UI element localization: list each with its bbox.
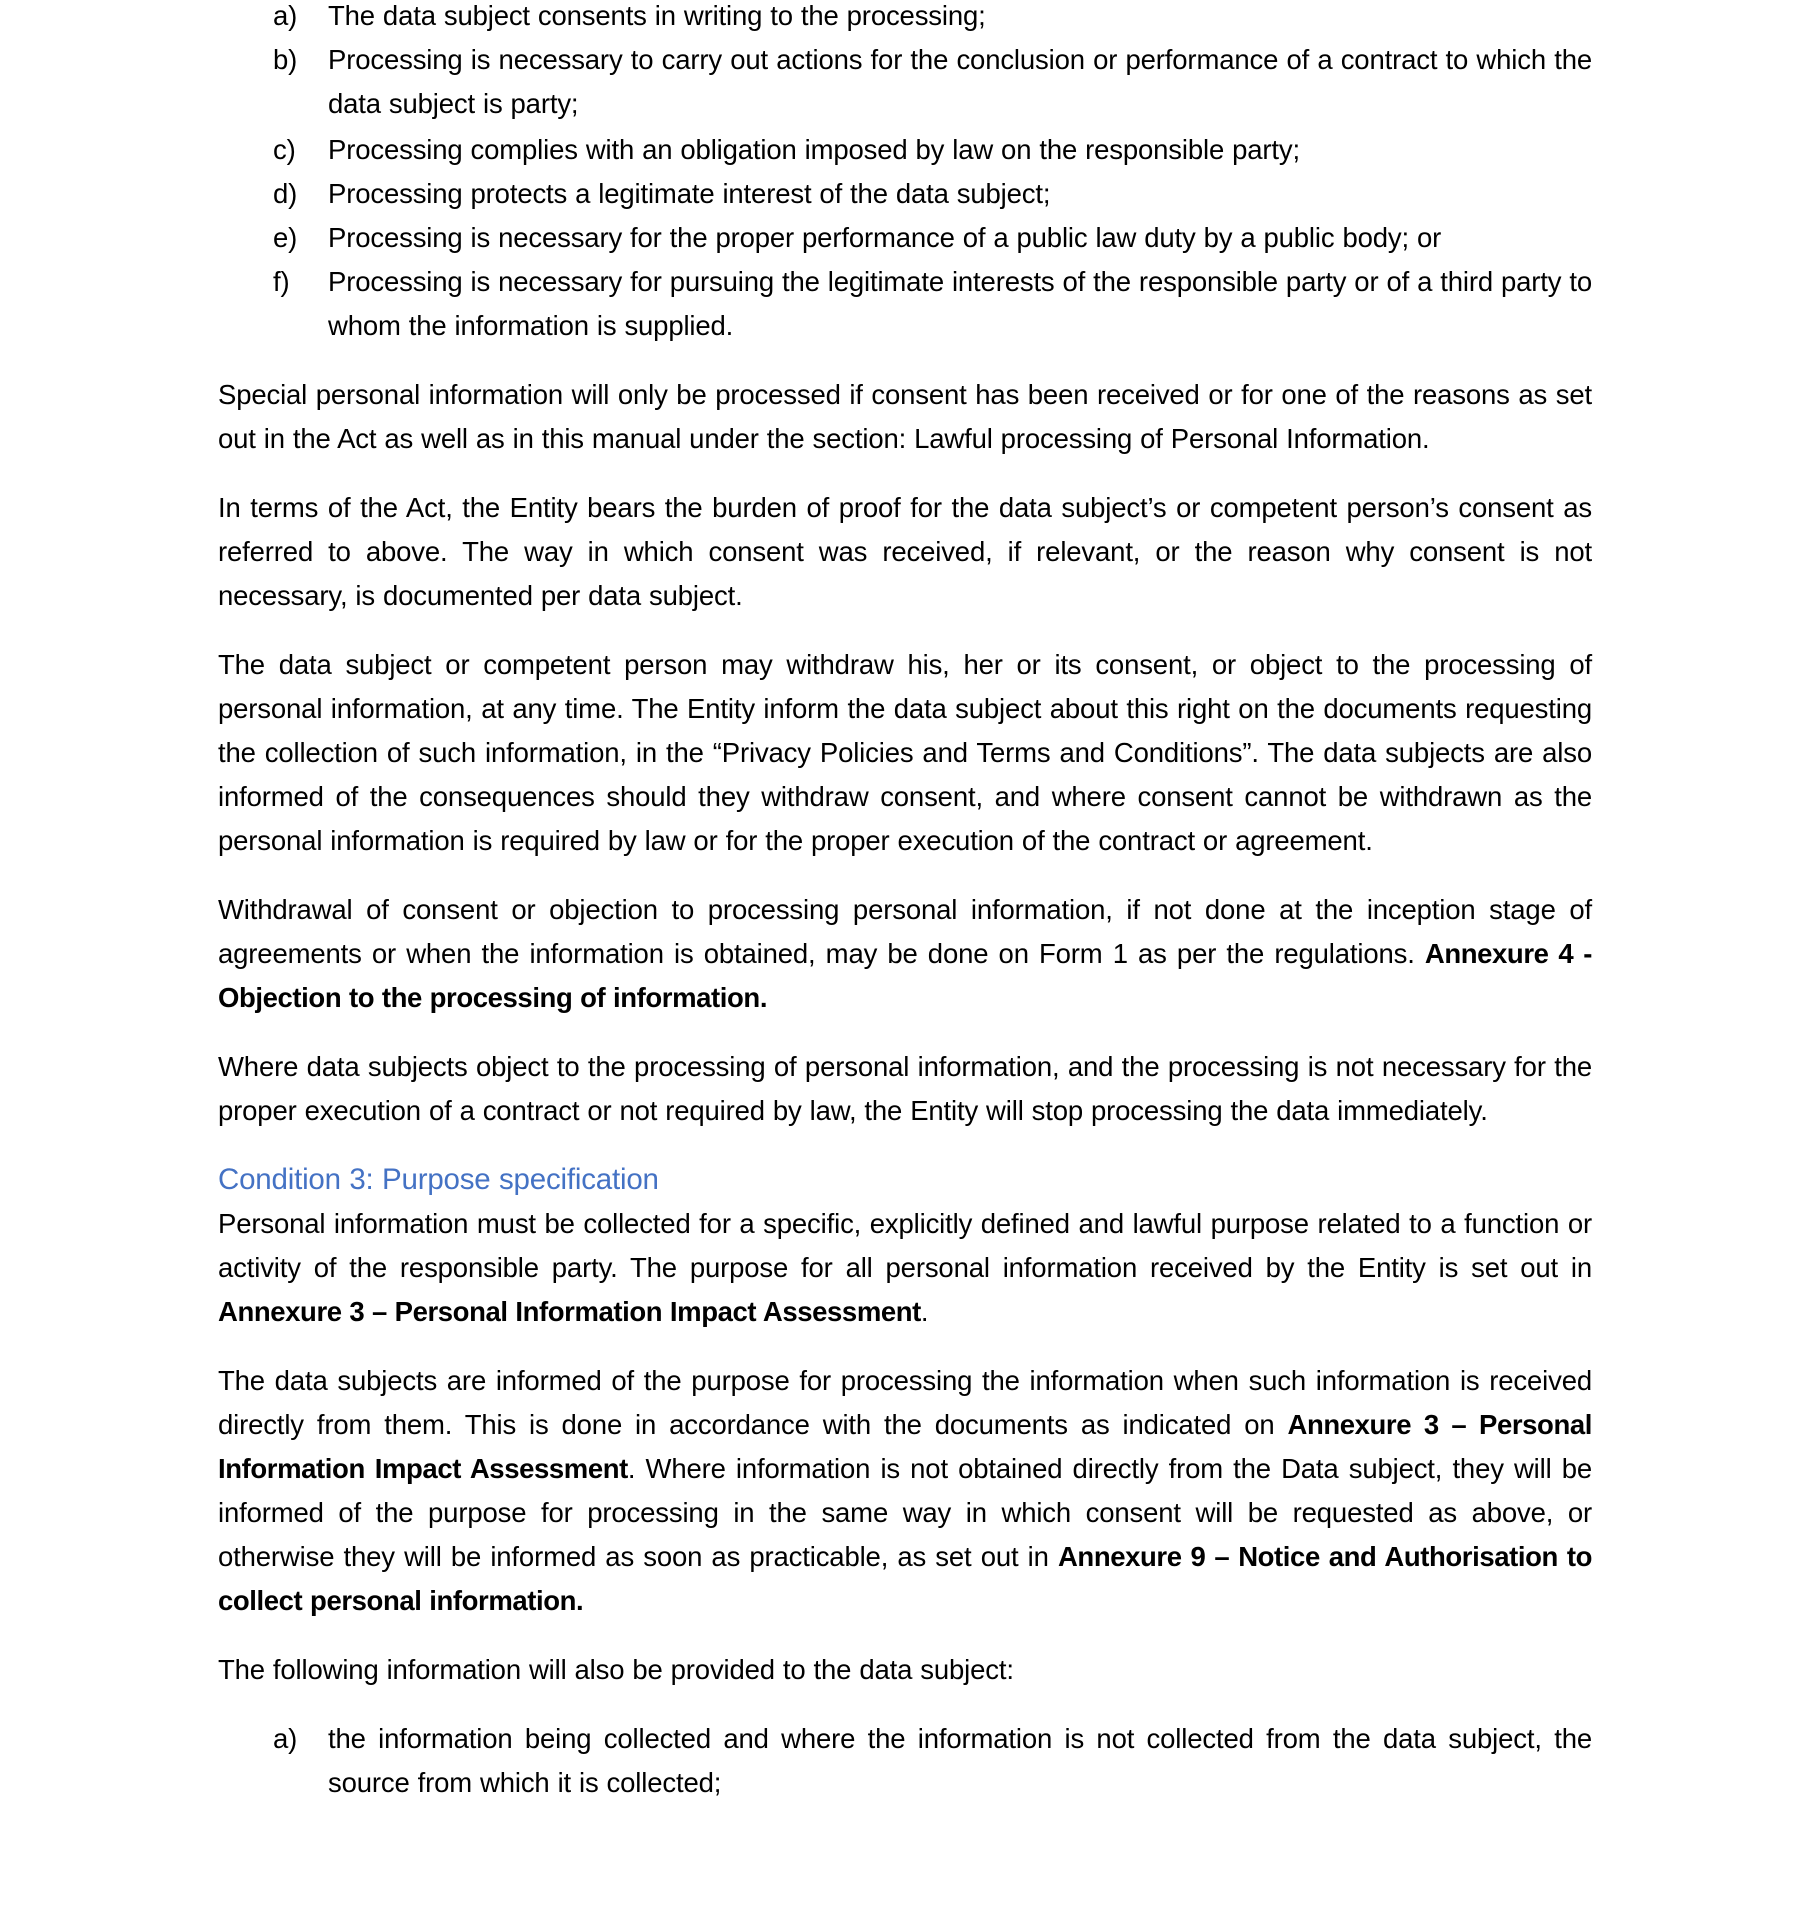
section-heading: Condition 3: Purpose specification: [218, 1163, 659, 1196]
list-item-text: Processing complies with an obligation imposed by law on the responsible party;: [328, 134, 1300, 165]
annexure-3-reference: Annexure 3 – Personal Information Impact Assessment: [218, 1296, 921, 1327]
list-item: [218, 38, 1592, 126]
list-item-label: d): [273, 178, 298, 209]
list-item-label: c): [273, 134, 296, 165]
withdrawal-form-paragraph: [218, 888, 1592, 1020]
list-item: [218, 172, 1592, 216]
list-item: [218, 128, 1592, 172]
purpose-paragraph: [218, 1202, 1592, 1334]
list-item-text: the information being collected and where the information is not collected from the data subject, the source from which it is collected;: [328, 1723, 1592, 1798]
annexure-4-reference: Annexure 4 - Objection to the processing of information.: [218, 938, 1592, 1013]
informed-text-2: . Where information is not obtained directly from the Data subject, they will be informed of the purpose for processing in the same way in which consent will be requested as above, or otherwise they will be informed as soon as practicable, as set out in: [218, 1453, 1592, 1572]
informed-text-1: The data subjects are informed of the purpose for processing the information when such information is received directly from them. This is done in accordance with the documents as indicated on: [218, 1365, 1592, 1440]
purpose-text: Personal information must be collected for a specific, explicitly defined and lawful purpose related to a function or activity of the responsible party. The purpose for all personal information received by the Entity is set out in: [218, 1208, 1592, 1283]
annexure-3-reference: Annexure 3 – Personal Information Impact Assessment: [218, 1409, 1592, 1484]
withdrawal-form-text: Withdrawal of consent or objection to processing personal information, if not done at the inception stage of agreements or when the information is obtained, may be done on Form 1 as per the regulations.: [218, 894, 1592, 969]
list-item: [218, 216, 1592, 260]
document-body: [218, 0, 1592, 1805]
list-item-text: The data subject consents in writing to the processing;: [328, 0, 986, 31]
purpose-end: .: [920, 1296, 929, 1327]
provided-information-list: [218, 1717, 1592, 1805]
list-item-label: a): [273, 1723, 298, 1754]
list-item-text: Processing is necessary to carry out actions for the conclusion or performance of a contract to which the data subject is party;: [328, 44, 1592, 119]
list-item: [218, 0, 1592, 38]
list-item-text: Processing is necessary for pursuing the legitimate interests of the responsible party or of a third party to whom the information is supplied.: [328, 266, 1592, 341]
following-information-intro: The following information will also be provided to the data subject:: [218, 1654, 1014, 1685]
lawful-processing-conditions-list: [218, 0, 1592, 348]
special-information-paragraph: Special personal information will only be processed if consent has been received or for one of the reasons as set out in the Act as well as in this manual under the section: Lawful processing of Personal Information.: [218, 379, 1592, 454]
objection-paragraph: Where data subjects object to the processing of personal information, and the processing is not necessary for the proper execution of a contract or not required by law, the Entity will stop processing the data immediately.: [218, 1051, 1592, 1126]
burden-of-proof-paragraph: In terms of the Act, the Entity bears the burden of proof for the data subject’s or competent person’s consent as referred to above. The way in which consent was received, if relevant, or the reason why consent is not necessary, is documented per data subject.: [218, 492, 1592, 611]
list-item-text: Processing protects a legitimate interest of the data subject;: [328, 178, 1051, 209]
list-item-label: a): [273, 0, 298, 31]
list-item: [218, 1717, 1592, 1805]
list-item: [218, 260, 1592, 348]
annexure-9-reference: Annexure 9 – Notice and Authorisation to collect personal information.: [218, 1541, 1592, 1616]
list-item-label: e): [273, 222, 298, 253]
informed-paragraph: [218, 1359, 1592, 1623]
list-item-label: f): [273, 266, 290, 297]
list-item-label: b): [273, 44, 298, 75]
withdraw-consent-paragraph: The data subject or competent person may withdraw his, her or its consent, or object to the processing of personal information, at any time. The Entity inform the data subject about this right on the documents requesting the collection of such information, in the “Privacy Policies and Terms and Conditions”. The data subjects are also informed of the consequences should they withdraw consent, and where consent cannot be withdrawn as the personal information is required by law or for the proper execution of the contract or agreement.: [218, 649, 1592, 856]
list-item-text: Processing is necessary for the proper performance of a public law duty by a public body; or: [328, 222, 1442, 253]
